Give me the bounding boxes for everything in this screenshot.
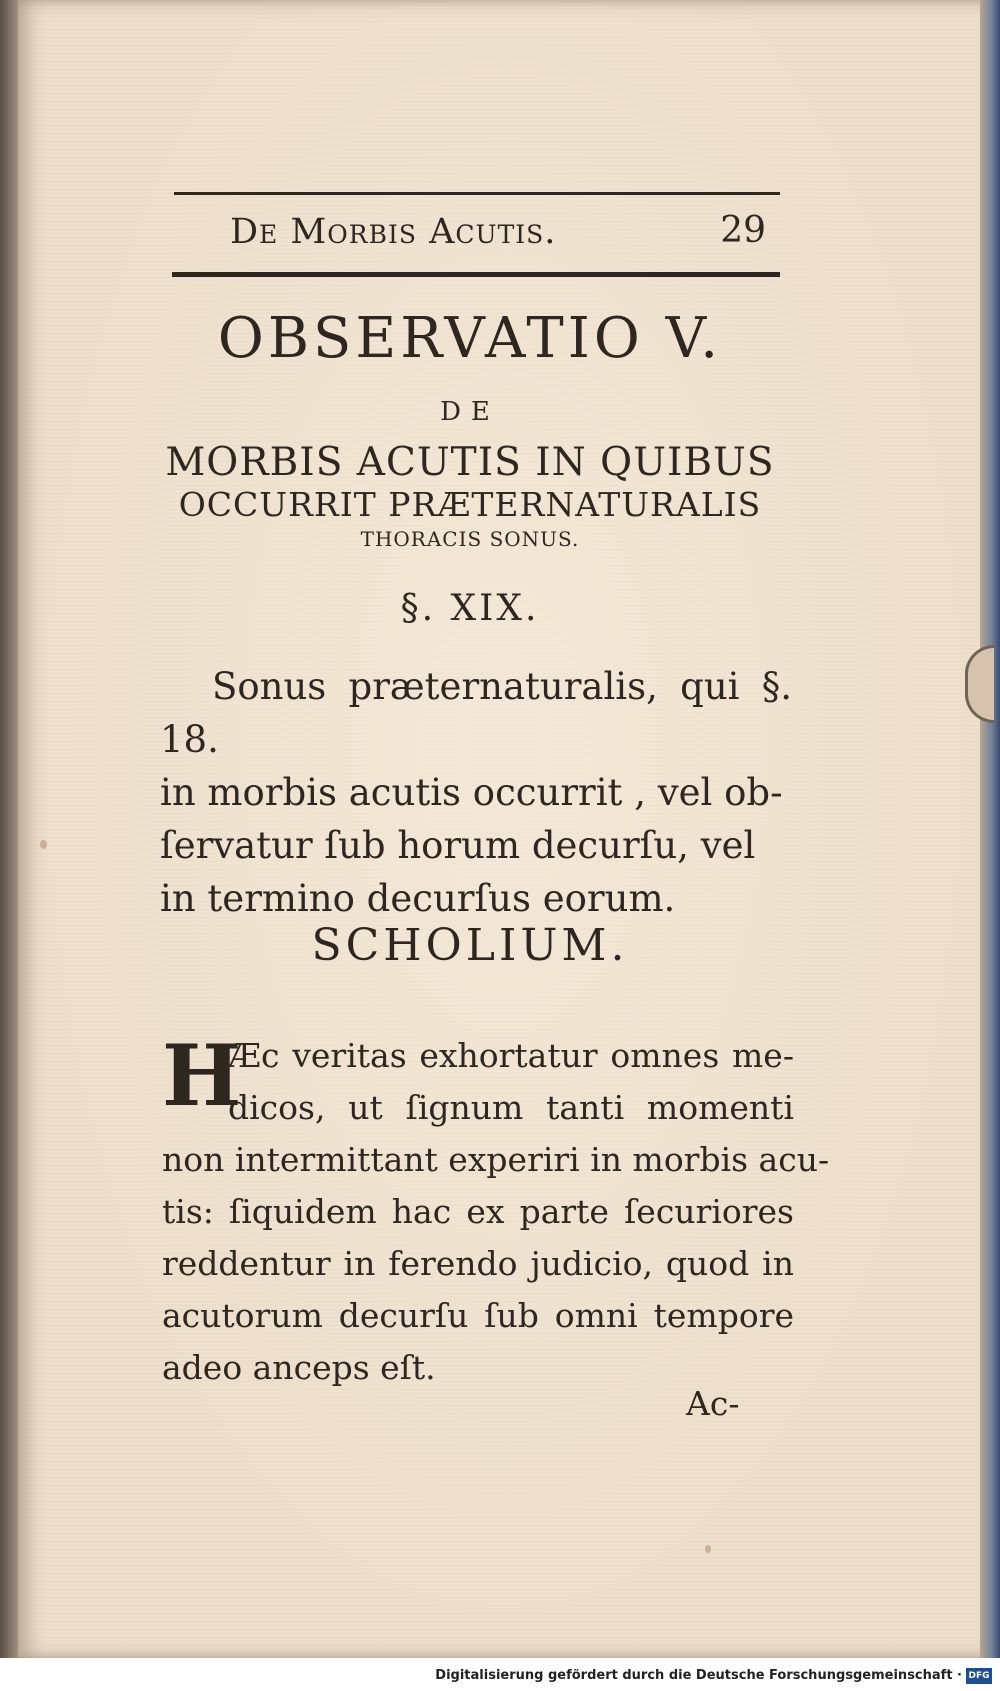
paragraph-line: in morbis acutis occurrit , vel ob- [160, 771, 783, 814]
running-head [174, 192, 780, 278]
page-number: 29 [720, 210, 766, 251]
section-number: §. XIX. [400, 588, 540, 629]
paragraph-line: in termino decurſus eorum. [160, 877, 676, 920]
paragraph-line: tis: ſiquidem hac ex parte ſecuriores [162, 1192, 794, 1231]
paragraph-line: dicos, ut ſignum tanti momenti [228, 1088, 794, 1127]
paragraph-line: Æc veritas exhortatur omnes me- [228, 1036, 794, 1075]
paragraph-line: acutorum decurſu ſub omni tempore [162, 1296, 794, 1335]
section-paragraph [160, 660, 792, 925]
paragraph-line: ſervatur ſub horum decurſu, vel [160, 824, 756, 867]
drop-cap: H [162, 1026, 242, 1125]
heading-subtitle-line1: MORBIS ACUTIS IN QUIBUS [165, 440, 775, 485]
catchword: Ac- [686, 1384, 740, 1423]
dfg-logo: DFG [966, 1668, 992, 1684]
heading-de: DE [440, 397, 500, 427]
scholium-paragraph [162, 1026, 830, 1394]
paragraph-line: Sonus præternaturalis, qui §. 18. [160, 665, 792, 761]
digitization-credit: Digitalisierung gefördert durch die Deutsche Forschungsgemeinschaft · [435, 1668, 962, 1683]
paragraph-line: adeo anceps eſt. [162, 1348, 436, 1387]
heading-subtitle-line3: THORACIS SONUS. [360, 527, 580, 551]
paragraph-line: non intermittant experiri in morbis acu- [162, 1140, 830, 1179]
stain-spot [705, 1545, 711, 1553]
stain-spot [40, 840, 47, 849]
scholium-title: SCHOLIUM. [311, 920, 629, 971]
page-right-edge [980, 0, 1000, 1660]
header-rule-bottom [172, 272, 780, 277]
heading-subtitle-line2: OCCURRIT PRÆTERNATURALIS [178, 485, 762, 524]
footer-bar [0, 1658, 1000, 1691]
running-head-title: De Morbis Acutis. [230, 212, 557, 252]
paragraph-line: reddentur in ferendo judicio, quod in [162, 1244, 794, 1283]
header-rule-top [174, 192, 780, 195]
observation-title: OBSERVATIO V. [217, 306, 723, 371]
